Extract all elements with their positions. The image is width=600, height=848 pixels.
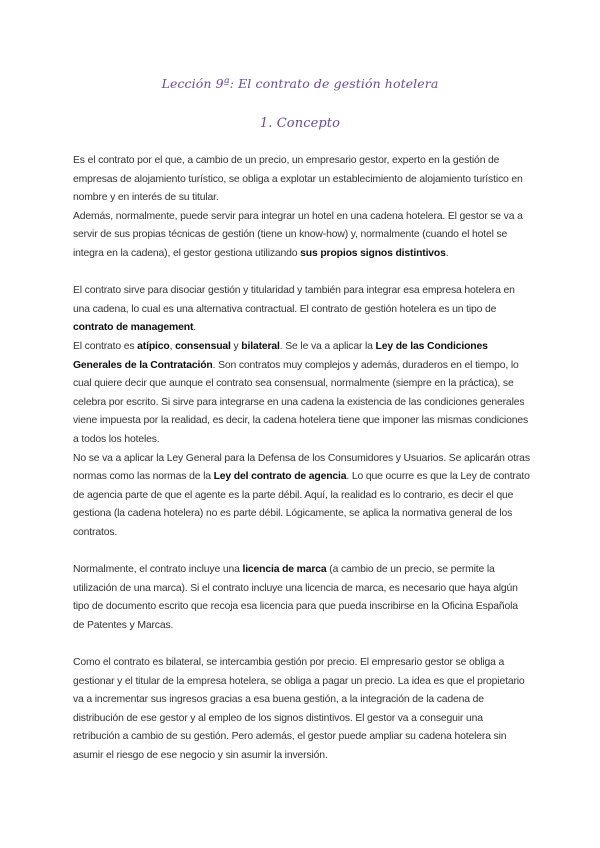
paragraph-nature [73, 338, 531, 450]
paragraph-purpose [73, 282, 531, 338]
bold-term: licencia de marca [242, 564, 327, 576]
paragraph-text: Además, normalmente, puede servir para integrar un hotel en una cadena hotelera. El gestor se va a servir de sus propias técnicas de gestión (tiene un know-how) y, normalmente (cuando el hotel se integra en la cadena), el gestor gestiona utilizando [73, 210, 523, 259]
paragraph-text: . Se le va a aplicar la [279, 340, 376, 352]
paragraph-text: . Lo que ocurre es que la Ley de contrato de agencia parte de que el agente es la parte débil. Aquí, la realidad es lo contrario, es decir el que gestiona (la cadena hotelera) no es parte débil. Lógicamente, se aplica la normativa general de los contratos. [73, 471, 530, 538]
paragraph-text: No se va a aplicar la Ley General para la Defensa de los Consumidores y Usuarios. Se aplicarán otras normas como las normas de la [73, 452, 530, 483]
paragraph-text: Como el contrato es bilateral, se intercambia gestión por precio. El empresario gestor se obliga a gestionar y el titular de la empresa hotelera, se obliga a pagar un precio. La idea es que el propietario va a incrementar sus ingresos gracias a esa buena gestión, a la integración de la cadena de distribución de ese gestor y al empleo de los signos distintivos. El gestor va a conseguir una retribución a cambio de su gestión. Pero además, el gestor puede ampliar su cadena hotelera sin asumir el riesgo de ese negocio y sin asumir la inversión. [73, 657, 525, 761]
section-title: 1. Concepto [259, 116, 341, 131]
paragraph-text: . Son contratos muy complejos y además, duraderos en el tiempo, lo cual quiere decir que aunque el contrato sea consensual, normalmente (siempre en la práctica), se celebra por escrito. Si sirve para integrarse en una cadena la existencia de las condiciones generales viene impuesta por la realidad, es decir, la cadena hotelera tiene que imponer las mismas condiciones a todos los hoteles. [73, 359, 529, 445]
paragraph-gap [73, 635, 531, 654]
paragraph-bilateral [73, 654, 531, 766]
paragraph-applicable-law [73, 450, 531, 543]
paragraph-text: . [445, 247, 449, 259]
lesson-title: Lección 9ª: El contrato de gestión hotelera [161, 76, 439, 91]
bold-term: consensual [175, 340, 231, 352]
bold-term: bilateral [241, 340, 280, 352]
paragraph-text: Normalmente, el contrato incluye una [73, 564, 243, 576]
bold-term: Ley de las Condiciones Generales de la Contratación [73, 340, 488, 371]
paragraph-text: El contrato es [73, 340, 138, 352]
paragraph-text: (a cambio de un precio, se permite la utilización de una marca). Si el contrato incluye una licencia de marca, es necesario que haya algún tipo de documento escrito que recoja esa licencia para que pueda inscribirse en la Oficina Española de Patentes y Marcas. [73, 564, 518, 631]
paragraph-trademark [73, 561, 531, 635]
paragraph-text: Es el contrato por el que, a cambio de un precio, un empresario gestor, experto en la gestión de empresas de alojamiento turístico, se obliga a explotar un establecimiento de alojamiento turístico en nombre y en interés de su titular. [73, 155, 523, 204]
paragraph-text: , [169, 340, 176, 352]
bold-term: Ley del contrato de agencia [213, 471, 347, 483]
paragraph-gap [73, 542, 531, 561]
bold-term: atípico [137, 340, 170, 352]
paragraph-text: El contrato sirve para disociar gestión y titularidad y también para integrar esa empresa hotelera en una cadena, lo cual es una alternativa contractual. El contrato de gestión hotelera es un tipo de [73, 285, 515, 315]
paragraph-text: . [193, 322, 197, 334]
bold-term: contrato de management [73, 322, 194, 334]
bold-term: sus propios signos distintivos [300, 247, 446, 259]
paragraph-integration [73, 208, 531, 264]
paragraph-gap [73, 264, 531, 283]
paragraph-text: y [230, 340, 242, 352]
paragraph-definition [73, 152, 531, 208]
document-body [73, 152, 531, 766]
